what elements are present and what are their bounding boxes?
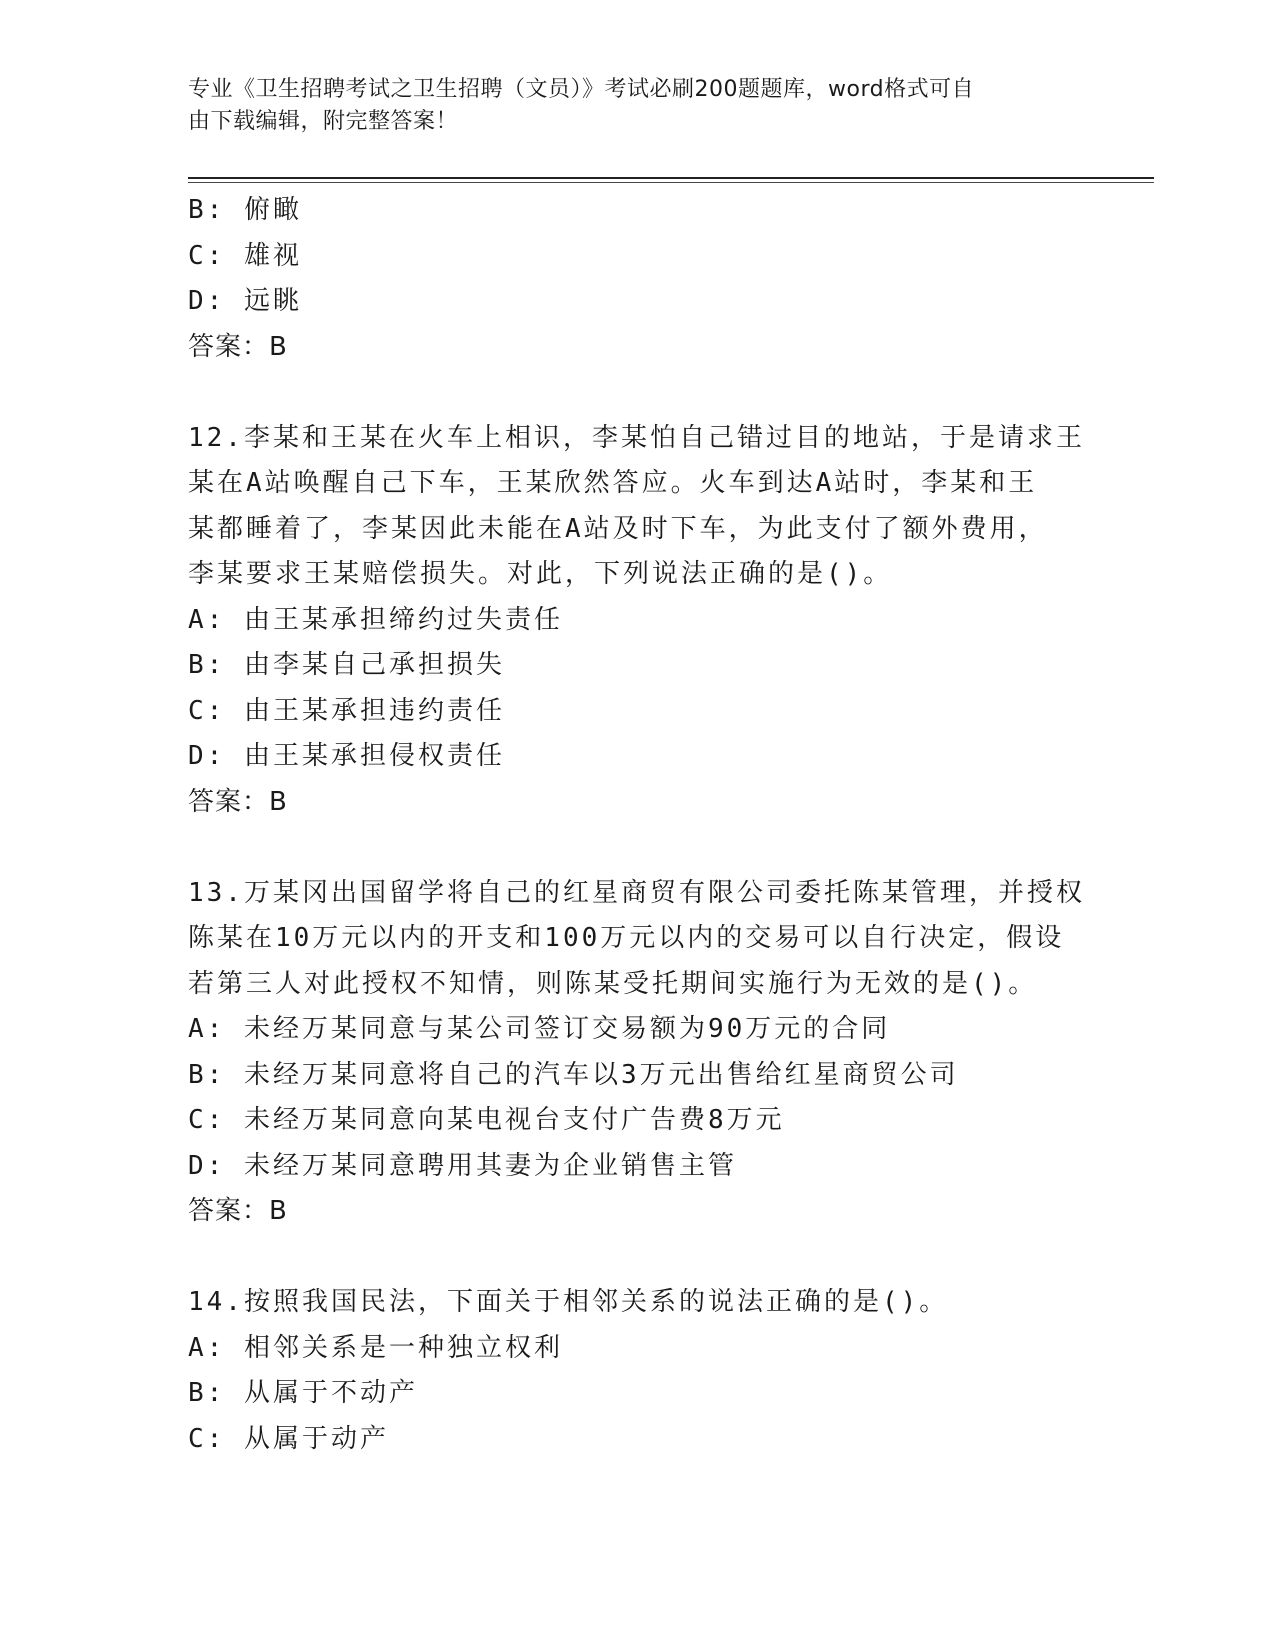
spacer — [188, 370, 1088, 416]
question-13 — [188, 871, 1088, 1235]
option-b: B: 由李某自己承担损失 — [188, 650, 505, 680]
question-stem-line: 13.万某冈出国留学将自己的红星商贸有限公司委托陈某管理，并授权 — [188, 877, 1085, 908]
option-d: D: 远眺 — [188, 286, 302, 316]
option-c: C: 雄视 — [188, 240, 302, 271]
answer-label: 答案：B — [188, 1196, 288, 1226]
question-stem-line: 12.李某和王某在火车上相识，李某怕自己错过目的地站，于是请求王 — [188, 422, 1085, 453]
question-stem-line: 某在A站唤醒自己下车，王某欣然答应。火车到达A站时，李某和王 — [188, 468, 1038, 498]
option-a: A: 由王某承担缔约过失责任 — [188, 604, 563, 635]
question-14 — [188, 1280, 1088, 1462]
option-c: C: 从属于动产 — [188, 1423, 389, 1454]
spacer — [188, 1235, 1088, 1281]
question-stem-line: 陈某在10万元以内的开支和100万元以内的交易可以自行决定，假设 — [188, 923, 1065, 953]
document-header — [188, 74, 1088, 138]
answer-label: 答案：B — [188, 786, 288, 817]
spacer — [188, 825, 1088, 871]
answer-label: 答案：B — [188, 331, 288, 362]
option-a: A: 相邻关系是一种独立权利 — [188, 1332, 563, 1363]
option-b: B: 未经万某同意将自己的汽车以3万元出售给红星商贸公司 — [188, 1059, 959, 1090]
option-d: D: 由王某承担侵权责任 — [188, 741, 505, 771]
option-c: C: 未经万某同意向某电视台支付广告费8万元 — [188, 1105, 785, 1135]
header-line-2: 由下载编辑，附完整答案！ — [188, 109, 459, 134]
question-stem-line: 某都睡着了，李某因此未能在A站及时下车，为此支付了额外费用， — [188, 513, 1048, 544]
question-stem-line: 李某要求王某赔偿损失。对此，下列说法正确的是()。 — [188, 559, 893, 589]
question-stem-line: 若第三人对此授权不知情，则陈某受托期间实施行为无效的是()。 — [188, 968, 1038, 999]
option-b: B: 从属于不动产 — [188, 1378, 418, 1408]
header-line-1: 专业《卫生招聘考试之卫生招聘（文员）》考试必刷200题题库，word格式可自 — [188, 77, 975, 102]
document-body — [188, 188, 1088, 1462]
header-divider-thin — [188, 182, 1154, 183]
option-c: C: 由王某承担违约责任 — [188, 695, 505, 726]
question-11-tail — [188, 188, 1088, 370]
question-12 — [188, 416, 1088, 826]
question-stem-line: 14.按照我国民法，下面关于相邻关系的说法正确的是()。 — [188, 1287, 949, 1317]
option-b: B: 俯瞰 — [188, 195, 302, 225]
option-a: A: 未经万某同意与某公司签订交易额为90万元的合同 — [188, 1014, 891, 1044]
option-d: D: 未经万某同意聘用其妻为企业销售主管 — [188, 1150, 737, 1181]
header-divider — [188, 177, 1154, 179]
